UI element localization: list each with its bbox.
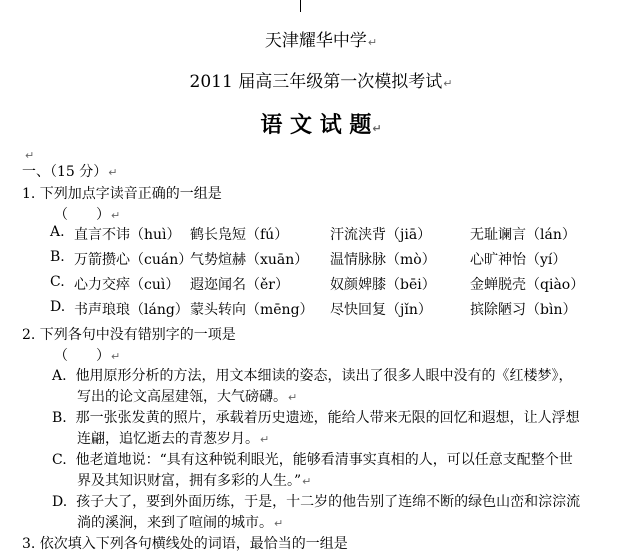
option-item: 万箭攒心（cuán）	[74, 252, 193, 268]
question-1-bracket: （ ）↵	[54, 207, 121, 223]
school-name: 天津耀华中学↵	[264, 31, 378, 51]
section-label: 一、（15 分）↵	[22, 164, 118, 180]
option-row	[0, 224, 642, 244]
question-2-bracket: （ ）↵	[54, 348, 121, 364]
subject-title: 语 文 试 题↵	[260, 113, 382, 138]
question-2-option-c: C. 他老道地说：“具有这种锐利眼光，能够看清事实真相的人，可以任意支配整个世 界及其知识财富，拥有多彩的人生。”↵	[52, 452, 573, 489]
option-item: 气势煊赫（xuān）	[190, 252, 309, 268]
option-item: 遐迩闻名（ěr）	[190, 277, 289, 293]
option-row	[0, 274, 642, 294]
option-row	[0, 249, 642, 269]
option-item: 温情脉脉（mò）	[330, 252, 436, 268]
option-letter: B.	[50, 249, 65, 265]
option-item: 心旷神怡（yí）	[470, 252, 567, 268]
option-item: 书声琅琅（láng）	[74, 302, 189, 318]
option-item: 金蝉脱壳（qiào）	[470, 277, 585, 293]
option-item: 蒙头转向（mēng）	[190, 302, 314, 318]
option-item: 奴颜婢膝（bēi）	[330, 277, 436, 293]
question-2-option-d: D. 孩子大了，要到外面历练，于是，十二岁的他告别了连绵不断的绿色山峦和淙淙流 淌的溪涧，来到了喧闹的城市。↵	[52, 494, 581, 531]
empty-paragraph: ↵	[25, 149, 35, 162]
question-2-option-a: A. 他用原形分析的方法，用文本细读的姿态，读出了很多人眼中没有的《红楼梦》， 写出的论文高屋建瓴，大气磅礴。↵	[52, 368, 573, 405]
question-3-stem: 3. 依次填入下列各句横线处的词语，最恰当的一组是	[22, 536, 348, 552]
question-2-option-b: B. 那一张张发黄的照片，承载着历史遗迹，能给人带来无限的回忆和遐想，让人浮想 连翩，追忆逝去的青葱岁月。↵	[52, 410, 580, 447]
option-row	[0, 299, 642, 319]
question-1-stem: 1. 下列加点字读音正确的一组是	[22, 186, 222, 202]
option-item: 尽快回复（jǐn）	[330, 302, 432, 318]
option-letter: D.	[50, 299, 66, 315]
option-item: 汗流浃背（jiā）	[330, 227, 432, 243]
option-letter: C.	[50, 274, 65, 290]
option-item: 摈除陋习（bìn）	[470, 302, 577, 318]
question-2-stem: 2. 下列各句中没有错别字的一项是	[22, 327, 236, 343]
option-item: 鹤长凫短（fú）	[190, 227, 289, 243]
option-item: 心力交瘁（cuì）	[74, 277, 180, 293]
option-letter: A.	[50, 224, 65, 240]
option-item: 直言不讳（huì）	[74, 227, 181, 243]
option-item: 无耻谰言（lán）	[470, 227, 576, 243]
exam-title: 2011 届高三年级第一次模拟考试↵	[189, 72, 453, 92]
text-cursor	[300, 0, 301, 12]
